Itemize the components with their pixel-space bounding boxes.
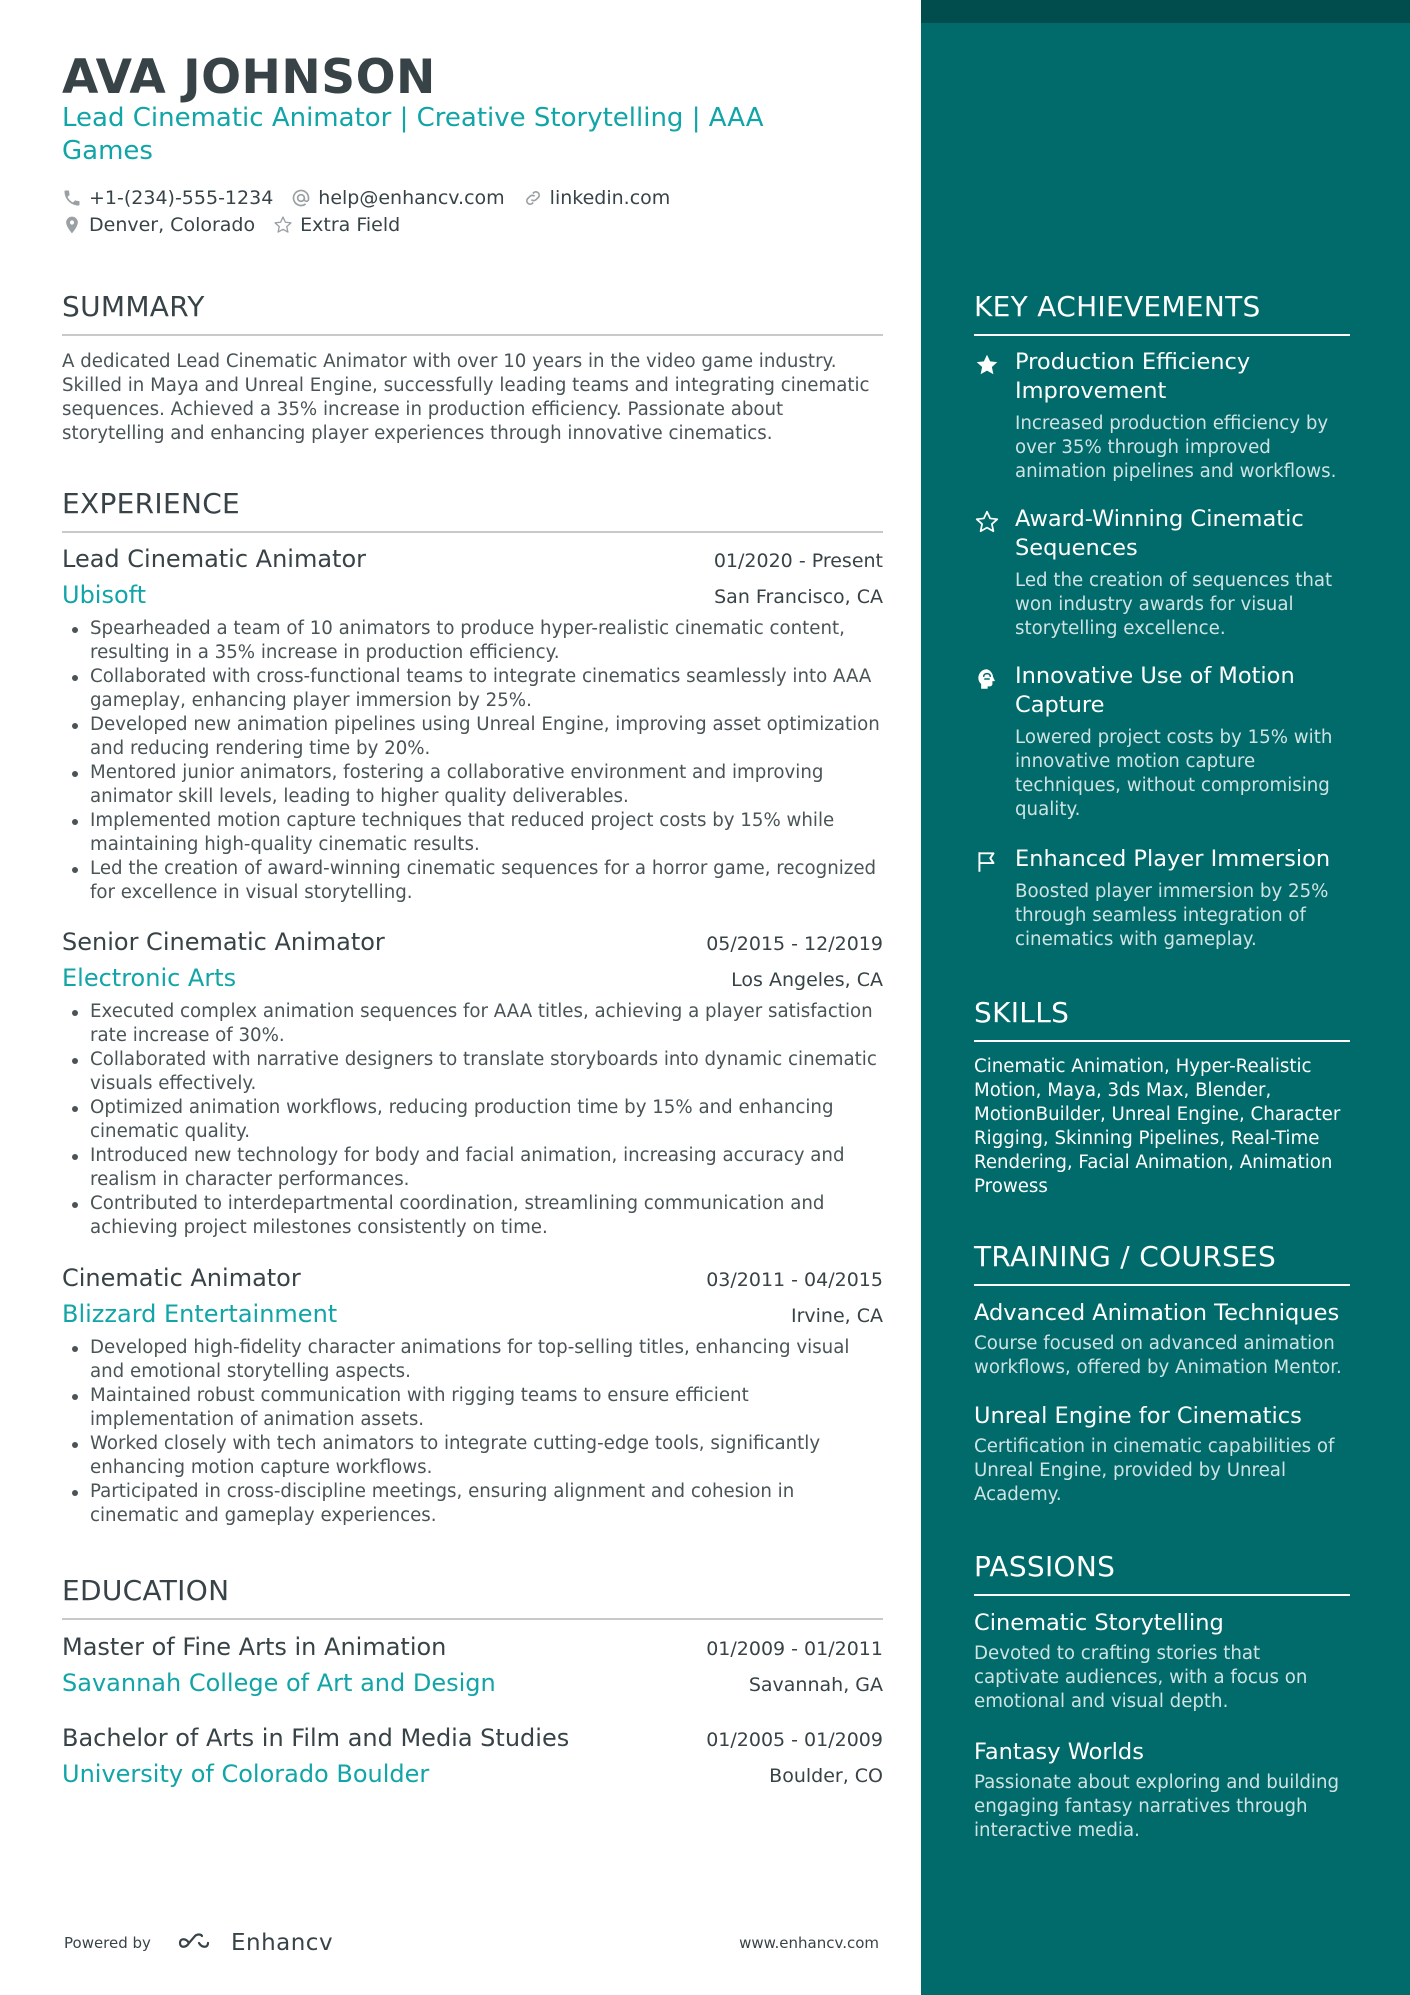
email-contact[interactable] bbox=[291, 187, 504, 209]
course-desc: Course focused on advanced animation workflows, offered by Animation Mentor. bbox=[974, 1333, 1342, 1378]
extra-field-text: Extra Field bbox=[300, 213, 401, 236]
job-entry bbox=[62, 928, 883, 1240]
achievement-title: Production Efficiency Improvement bbox=[1015, 349, 1251, 404]
job-location: Los Angeles, CA bbox=[731, 969, 883, 991]
job-role: Senior Cinematic Animator bbox=[62, 928, 385, 956]
extra-field-contact bbox=[273, 214, 400, 236]
footer bbox=[64, 1930, 879, 1956]
course-title: Unreal Engine for Cinematics bbox=[974, 1403, 1302, 1429]
phone-icon bbox=[62, 188, 82, 208]
education-location: Boulder, CO bbox=[769, 1765, 883, 1787]
sidebar bbox=[921, 0, 1410, 1995]
job-bullet: Worked closely with tech animators to integrate cutting-edge tools, significantly enhancing motion capture workflows. bbox=[62, 1432, 883, 1480]
star-outline-icon bbox=[974, 509, 1000, 535]
achievement-item bbox=[974, 348, 1350, 484]
star-filled-icon bbox=[974, 352, 1000, 378]
powered-by-label: Powered by bbox=[64, 1934, 151, 1952]
at-icon bbox=[291, 188, 311, 208]
candidate-name: AVA JOHNSON bbox=[62, 50, 436, 105]
email-text: help@enhancv.com bbox=[318, 186, 505, 209]
location-pin-icon bbox=[62, 215, 82, 235]
summary-heading: SUMMARY bbox=[62, 290, 883, 336]
contact-info bbox=[62, 184, 883, 238]
degree: Master of Fine Arts in Animation bbox=[62, 1633, 447, 1661]
powered-by bbox=[64, 1930, 333, 1956]
education-heading: EDUCATION bbox=[62, 1574, 883, 1620]
job-bullets bbox=[62, 617, 883, 905]
job-role: Cinematic Animator bbox=[62, 1264, 301, 1292]
job-bullet: Executed complex animation sequences for AAA titles, achieving a player satisfaction rate increase of 30%. bbox=[62, 1000, 883, 1048]
job-bullet: Led the creation of award-winning cinematic sequences for a horror game, recognized for excellence in visual storytelling. bbox=[62, 857, 883, 905]
course-item bbox=[974, 1299, 1350, 1380]
passion-item bbox=[974, 1738, 1350, 1843]
education-location: Savannah, GA bbox=[748, 1674, 883, 1696]
job-company: Ubisoft bbox=[62, 581, 147, 609]
school: University of Colorado Boulder bbox=[62, 1760, 430, 1788]
linkedin-contact[interactable] bbox=[523, 187, 671, 209]
location-contact bbox=[62, 214, 255, 236]
passion-item bbox=[974, 1609, 1350, 1714]
degree: Bachelor of Arts in Film and Media Studies bbox=[62, 1724, 570, 1752]
job-bullets bbox=[62, 1000, 883, 1240]
job-bullets bbox=[62, 1336, 883, 1528]
course-item bbox=[974, 1402, 1350, 1507]
achievements-heading: KEY ACHIEVEMENTS bbox=[974, 290, 1350, 336]
job-location: Irvine, CA bbox=[790, 1305, 883, 1327]
achievement-desc: Increased production efficiency by over 35% through improved animation pipelines and workflows. bbox=[1015, 413, 1337, 482]
job-bullet: Maintained robust communication with rigging teams to ensure efficient implementation of animation assets. bbox=[62, 1384, 883, 1432]
website-link[interactable]: www.enhancv.com bbox=[739, 1934, 879, 1952]
achievement-item bbox=[974, 845, 1350, 952]
passion-title: Fantasy Worlds bbox=[974, 1739, 1144, 1765]
skills-heading: SKILLS bbox=[974, 996, 1350, 1042]
achievement-desc: Led the creation of sequences that won industry awards for visual storytelling excellence. bbox=[1015, 570, 1333, 639]
sidebar-top-band bbox=[921, 0, 1410, 23]
job-bullet: Spearheaded a team of 10 animators to produce hyper-realistic cinematic content, resulting in a 35% increase in production efficiency. bbox=[62, 617, 883, 665]
course-desc: Certification in cinematic capabilities of Unreal Engine, provided by Unreal Academy. bbox=[974, 1436, 1335, 1505]
education-entry bbox=[62, 1724, 883, 1788]
enhancv-logo[interactable] bbox=[177, 1930, 333, 1956]
job-location: San Francisco, CA bbox=[714, 586, 883, 608]
link-icon bbox=[523, 188, 543, 208]
training-heading: TRAINING / COURSES bbox=[974, 1240, 1350, 1286]
job-bullet: Contributed to interdepartmental coordination, streamlining communication and achieving project milestones consistently on time. bbox=[62, 1192, 883, 1240]
location-text: Denver, Colorado bbox=[89, 213, 256, 236]
job-bullet: Mentored junior animators, fostering a collaborative environment and improving animator skill levels, leading to higher quality deliverables. bbox=[62, 761, 883, 809]
job-bullet: Developed high-fidelity character animations for top-selling titles, enhancing visual and emotional storytelling aspects. bbox=[62, 1336, 883, 1384]
education-dates: 01/2005 - 01/2009 bbox=[706, 1729, 883, 1751]
job-bullet: Developed new animation pipelines using Unreal Engine, improving asset optimization and reducing rendering time by 20%. bbox=[62, 713, 883, 761]
job-bullet: Participated in cross-discipline meetings, ensuring alignment and cohesion in cinematic and gameplay experiences. bbox=[62, 1480, 883, 1528]
job-company: Blizzard Entertainment bbox=[62, 1300, 338, 1328]
achievement-item bbox=[974, 505, 1350, 641]
passion-desc: Passionate about exploring and building engaging fantasy narratives through interactive media. bbox=[974, 1772, 1340, 1841]
phone-text: +1-(234)-555-1234 bbox=[89, 186, 274, 209]
job-entry bbox=[62, 545, 883, 905]
job-entry bbox=[62, 1264, 883, 1528]
brand-name: Enhancv bbox=[230, 1930, 334, 1956]
headline: Lead Cinematic Animator | Creative Storytelling | AAA Games bbox=[62, 103, 764, 166]
job-bullet: Introduced new technology for body and facial animation, increasing accuracy and realism in character performances. bbox=[62, 1144, 883, 1192]
brain-icon bbox=[974, 666, 1000, 692]
education-dates: 01/2009 - 01/2011 bbox=[706, 1638, 883, 1660]
job-dates: 05/2015 - 12/2019 bbox=[706, 933, 883, 955]
passions-heading: PASSIONS bbox=[974, 1550, 1350, 1596]
job-role: Lead Cinematic Animator bbox=[62, 545, 367, 573]
achievement-title: Award-Winning Cinematic Sequences bbox=[1015, 506, 1304, 561]
course-title: Advanced Animation Techniques bbox=[974, 1300, 1340, 1326]
job-dates: 03/2011 - 04/2015 bbox=[706, 1269, 883, 1291]
achievement-item bbox=[974, 662, 1350, 822]
skills-list: Cinematic Animation, Hyper-Realistic Motion, Maya, 3ds Max, Blender, MotionBuilder, Unreal Engine, Character Rigging, Skinning Pipelines, Real-Time Rendering, Facial Animation, Animation Prowess bbox=[974, 1056, 1341, 1197]
star-outline-icon bbox=[273, 215, 293, 235]
job-dates: 01/2020 - Present bbox=[713, 550, 883, 572]
achievement-desc: Boosted player immersion by 25% through seamless integration of cinematics with gameplay. bbox=[1015, 881, 1329, 950]
job-company: Electronic Arts bbox=[62, 964, 237, 992]
infinity-logo-icon bbox=[177, 1931, 223, 1955]
job-bullet: Collaborated with cross-functional teams to integrate cinematics seamlessly into AAA gameplay, enhancing player immersion by 25%. bbox=[62, 665, 883, 713]
achievement-desc: Lowered project costs by 15% with innovative motion capture techniques, without compromising quality. bbox=[1015, 727, 1333, 820]
summary-text: A dedicated Lead Cinematic Animator with over 10 years in the video game industry. Skilled in Maya and Unreal Engine, successfully leading teams and integrating cinematic sequences. Achieved a 35% increase in production efficiency. Passionate about storytelling and enhancing player experiences through innovative cinematics. bbox=[62, 351, 870, 444]
experience-heading: EXPERIENCE bbox=[62, 487, 883, 533]
achievement-title: Innovative Use of Motion Capture bbox=[1015, 663, 1295, 718]
education-entry bbox=[62, 1633, 883, 1697]
job-bullet: Collaborated with narrative designers to translate storyboards into dynamic cinematic visuals effectively. bbox=[62, 1048, 883, 1096]
phone-contact[interactable] bbox=[62, 187, 273, 209]
flag-icon bbox=[974, 849, 1000, 875]
school: Savannah College of Art and Design bbox=[62, 1669, 496, 1697]
passion-title: Cinematic Storytelling bbox=[974, 1610, 1224, 1636]
job-bullet: Optimized animation workflows, reducing production time by 15% and enhancing cinematic quality. bbox=[62, 1096, 883, 1144]
achievement-title: Enhanced Player Immersion bbox=[1015, 846, 1331, 872]
linkedin-text: linkedin.com bbox=[549, 186, 671, 209]
passion-desc: Devoted to crafting stories that captivate audiences, with a focus on emotional and visual depth. bbox=[974, 1643, 1308, 1712]
job-bullet: Implemented motion capture techniques that reduced project costs by 15% while maintaining high-quality cinematic results. bbox=[62, 809, 883, 857]
